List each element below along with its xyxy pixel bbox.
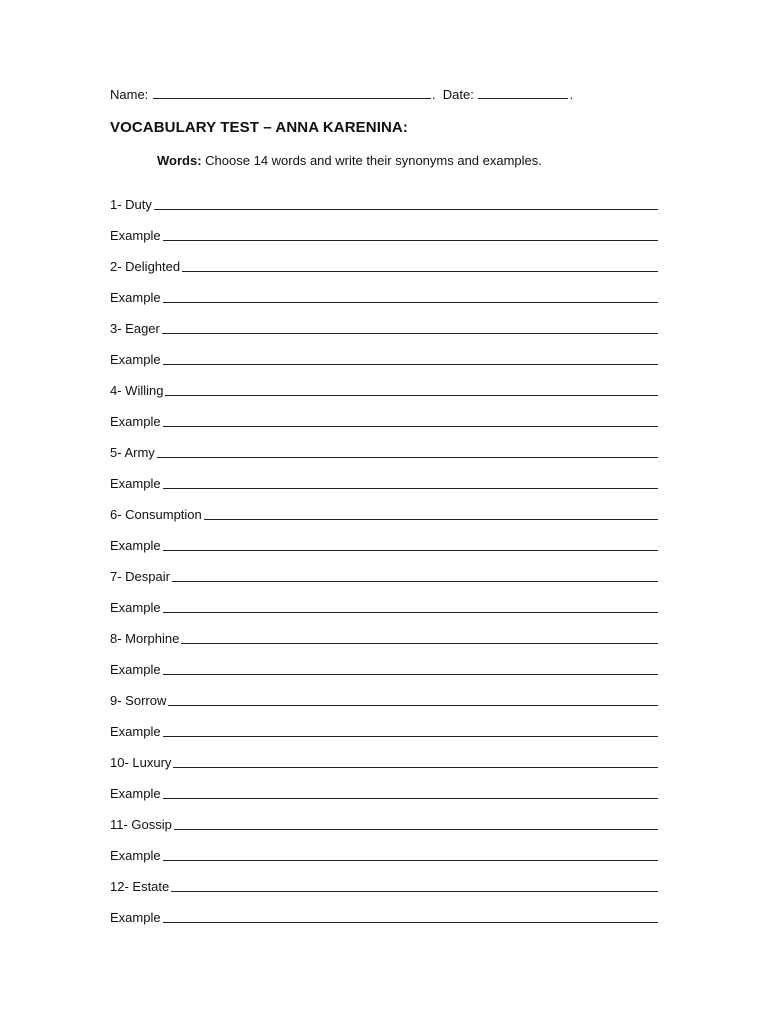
answer-blank[interactable] [181, 643, 658, 644]
line-label: Example [110, 724, 161, 739]
answer-line [110, 337, 658, 368]
answer-blank[interactable] [182, 271, 658, 272]
answer-blank[interactable] [162, 333, 658, 334]
line-label: 12- Estate [110, 879, 170, 894]
line-label: 9- Sorrow [110, 693, 167, 708]
answer-blank[interactable] [171, 891, 658, 892]
answer-line [110, 740, 658, 771]
answer-blank[interactable] [163, 550, 658, 551]
answer-line [110, 182, 658, 213]
name-suffix: . [431, 87, 436, 102]
answer-blank[interactable] [163, 302, 658, 303]
answer-blank[interactable] [163, 612, 658, 613]
answer-line [110, 461, 658, 492]
answer-line [110, 585, 658, 616]
name-blank[interactable] [153, 86, 431, 99]
answer-blank[interactable] [163, 922, 658, 923]
line-label: Example [110, 600, 161, 615]
line-label: 5- Army [110, 445, 155, 460]
line-label: 3- Eager [110, 321, 160, 336]
instructions-text: Choose 14 words and write their synonyms and examples. [205, 153, 542, 168]
line-label: Example [110, 414, 161, 429]
answer-line [110, 802, 658, 833]
answer-line [110, 399, 658, 430]
answer-line [110, 864, 658, 895]
line-label: 11- Gossip [110, 817, 172, 832]
line-label: 2- Delighted [110, 259, 181, 274]
answer-blank[interactable] [157, 457, 658, 458]
line-label: Example [110, 476, 161, 491]
answer-line [110, 833, 658, 864]
answer-blank[interactable] [163, 488, 658, 489]
answer-blank[interactable] [204, 519, 658, 520]
line-label: Example [110, 662, 161, 677]
answer-line [110, 678, 658, 709]
answer-blank[interactable] [163, 860, 658, 861]
line-label: 8- Morphine [110, 631, 180, 646]
date-blank[interactable] [478, 86, 568, 99]
instructions [157, 153, 542, 168]
answer-blank[interactable] [165, 395, 658, 396]
line-label: 1- Duty [110, 197, 152, 212]
answer-line [110, 213, 658, 244]
answer-line [110, 430, 658, 461]
answer-line [110, 895, 658, 926]
line-label: Example [110, 538, 161, 553]
instructions-lead: Words: [157, 153, 202, 168]
answer-blank[interactable] [163, 426, 658, 427]
answer-blank[interactable] [163, 240, 658, 241]
answer-blank[interactable] [163, 364, 658, 365]
answer-line [110, 492, 658, 523]
date-label: Date: [442, 87, 474, 102]
line-label: 10- Luxury [110, 755, 172, 770]
answer-line [110, 523, 658, 554]
line-label: Example [110, 910, 161, 925]
answer-line [110, 709, 658, 740]
page-title: VOCABULARY TEST – ANNA KARENINA: [110, 119, 408, 136]
line-label: 4- Willing [110, 383, 164, 398]
line-label: 7- Despair [110, 569, 170, 584]
answer-blank[interactable] [163, 798, 658, 799]
line-label: Example [110, 290, 161, 305]
name-label: Name: [110, 87, 149, 102]
line-label: Example [110, 848, 161, 863]
answer-blank[interactable] [172, 581, 658, 582]
answer-blank[interactable] [168, 705, 658, 706]
answer-line [110, 368, 658, 399]
answer-line [110, 275, 658, 306]
line-label: Example [110, 228, 161, 243]
line-label: Example [110, 352, 161, 367]
answer-blank[interactable] [154, 209, 658, 210]
answer-blank[interactable] [163, 736, 658, 737]
answer-line [110, 244, 658, 275]
answer-line [110, 647, 658, 678]
answer-line [110, 306, 658, 337]
answer-blank[interactable] [173, 767, 658, 768]
answer-line [110, 771, 658, 802]
name-date-row [110, 86, 573, 102]
line-label: Example [110, 786, 161, 801]
answer-line [110, 616, 658, 647]
answer-lines [110, 182, 658, 926]
answer-line [110, 554, 658, 585]
date-suffix: . [569, 87, 574, 102]
line-label: 6- Consumption [110, 507, 202, 522]
answer-blank[interactable] [163, 674, 658, 675]
answer-blank[interactable] [174, 829, 658, 830]
